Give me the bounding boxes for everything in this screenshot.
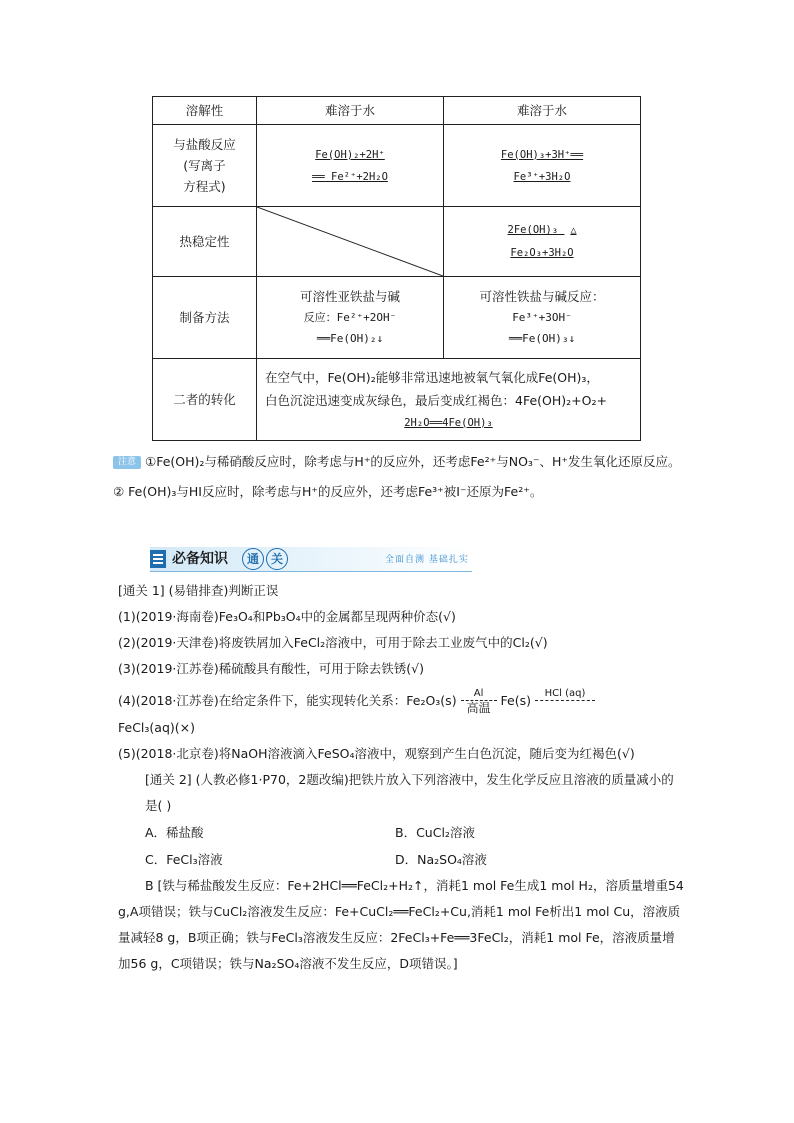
option-d: D．Na₂SO₄溶液 (395, 852, 487, 867)
fe-oh-2-cell: Fe(OH)₂+2H⁺ ══ Fe²⁺+2H₂O (257, 125, 444, 207)
options-row (118, 846, 684, 873)
row-label: 与盐酸反应 (写离子 方程式) (153, 125, 257, 207)
list-item: (4)(2018·江苏卷)在给定条件下，能实现转化关系：Fe₂O₃(s) Al 高温 Fe(s) HCl (aq) (118, 688, 684, 715)
question: [通关 2] (人教必修1·P70，2题改编)把铁片放入下列溶液中，发生化学反应且溶液的质量减小的是( ) (145, 772, 674, 813)
fe-oh-3-cell: 2Fe(OH)₃ △ Fe₂O₃+3H₂O (444, 207, 641, 277)
list-item: (1)(2019·海南卷)Fe₃O₄和Pb₃O₄中的金属都呈现两种价态(√) (118, 609, 456, 624)
list-item-continued: FeCl₃(aq)(×) (118, 720, 195, 735)
seal-icon: 通 (242, 548, 264, 570)
row-label: 制备方法 (153, 277, 257, 359)
exercise-body (118, 578, 684, 977)
note-badge: 注意 (113, 456, 141, 469)
conversion-cell: 在空气中，Fe(OH)₂能够非常迅速地被氧气氧化成Fe(OH)₃， 白色沉淀迅速变成灰绿色，最后变成红褐色：4Fe(OH)₂+O₂+ 2H₂O══4Fe(OH)₃ (257, 359, 641, 441)
banner-underline (150, 571, 472, 572)
banner-title: 必备知识 (172, 551, 228, 567)
hydroxide-comparison-table (152, 96, 641, 441)
reaction-arrow: HCl (aq) (535, 688, 595, 715)
note-paragraph: 注意 ①Fe(OH)₂与稀硝酸反应时，除考虑与H⁺的反应外，还考虑Fe²⁺与NO₃⁻、H⁺发生氧化还原反应。② Fe(OH)₃与HI反应时，除考虑与H⁺的反应外，还考虑Fe³⁺被I⁻还原为Fe²⁺。 (113, 454, 681, 499)
fe-oh-2-cell: 可溶性亚铁盐与碱 反应：Fe²⁺+2OH⁻ ══Fe(OH)₂↓ (257, 277, 444, 359)
table-row (153, 207, 641, 277)
empty-diagonal-cell (257, 207, 444, 277)
diagonal-line (257, 207, 443, 276)
row-label: 热稳定性 (153, 207, 257, 277)
section-banner (150, 547, 472, 572)
row-label: 二者的转化 (153, 359, 257, 441)
heat-symbol: △ (570, 225, 577, 236)
fe-oh-3-cell: Fe(OH)₃+3H⁺══ Fe³⁺+3H₂O (444, 125, 641, 207)
options-row (118, 819, 684, 846)
option-c: C．FeCl₃溶液 (145, 852, 223, 867)
list-item: (5)(2018·北京卷)将NaOH溶液滴入FeSO₄溶液中，观察到产生白色沉淀，随后变为红褐色(√) (118, 746, 635, 761)
fe-oh-2-cell: 难溶于水 (257, 97, 444, 125)
list-item: (3)(2019·江苏卷)稀硫酸具有酸性，可用于除去铁锈(√) (118, 661, 424, 676)
banner-subtitle: 全面自测 基础扎实 (385, 555, 469, 565)
fe-oh-3-cell: 难溶于水 (444, 97, 641, 125)
section-header: [通关 1] (易错排查)判断正误 (118, 583, 279, 598)
list-item: (2)(2019·天津卷)将废铁屑加入FeCl₂溶液中，可用于除去工业废气中的Cl₂(√) (118, 635, 548, 650)
option-a: A．稀盐酸 (145, 825, 204, 840)
table-row (153, 125, 641, 207)
row-label: 溶解性 (153, 97, 257, 125)
table-row (153, 97, 641, 125)
option-b: B．CuCl₂溶液 (395, 825, 475, 840)
reaction-arrow: Al 高温 (461, 688, 497, 715)
table-row (153, 277, 641, 359)
table-row (153, 359, 641, 441)
fe-oh-3-cell: 可溶性铁盐与碱反应： Fe³⁺+3OH⁻ ══Fe(OH)₃↓ (444, 277, 641, 359)
seal-icon: 关 (266, 548, 288, 570)
book-icon (150, 550, 166, 568)
answer-explanation: B [铁与稀盐酸发生反应：Fe+2HCl══FeCl₂+H₂↑，消耗1 mol Fe生成1 mol H₂，溶质量增重54 g,A项错误；铁与CuCl₂溶液发生反应：Fe+CuCl₂══FeCl₂+Cu,消耗1 mol Fe析出1 mol Cu，溶液质量减轻8 g，B项正确；铁与FeCl₃溶液发生反应：2FeCl₃+Fe══3FeCl₂，消耗1 mol Fe，溶液质量增加56 g，C项错误；铁与Na₂SO₄溶液不发生反应，D项错误。] (118, 878, 684, 971)
